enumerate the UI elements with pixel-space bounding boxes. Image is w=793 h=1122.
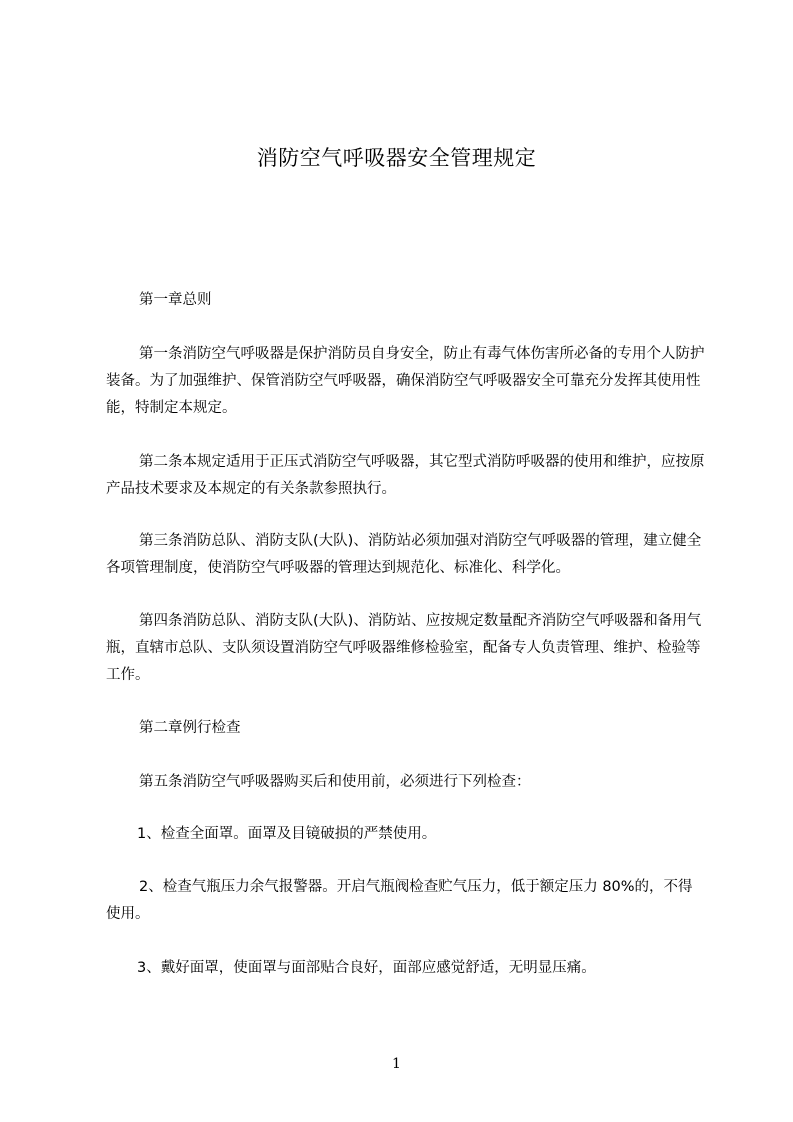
list-item-1: 1、检查全面罩。面罩及目镜破损的严禁使用。 <box>137 826 437 842</box>
page-number: 1 <box>392 1056 401 1072</box>
chapter-heading-2: 第二章例行检查 <box>139 720 241 736</box>
article-3: 第三条消防总队、消防支队(大队)、消防站必须加强对消防空气呼吸器的管理，建立健全各项管理制度，使消防空气呼吸器的管理达到规范化、标准化、科学化。 <box>106 533 702 576</box>
list-item-3: 3、戴好面罩，使面罩与面部贴合良好，面部应感觉舒适，无明显压痛。 <box>137 960 596 976</box>
article-2: 第二条本规定适用于正压式消防空气呼吸器，其它型式消防呼吸器的使用和维护，应按原产品技术要求及本规定的有关条款参照执行。 <box>106 454 705 497</box>
list-item-2: 2、检查气瓶压力余气报警器。开启气瓶阀检查贮气压力，低于额定压力 80%的，不得使用。 <box>106 879 693 922</box>
document-title: 消防空气呼吸器安全管理规定 <box>256 146 537 170</box>
chapter-heading-1: 第一章总则 <box>139 292 212 308</box>
article-4: 第四条消防总队、消防支队(大队)、消防站、应按规定数量配齐消防空气呼吸器和备用气瓶，直辖市总队、支队须设置消防空气呼吸器维修检验室，配备专人负责管理、维护、检验等工作。 <box>106 613 702 683</box>
article-5: 第五条消防空气呼吸器购买后和使用前，必须进行下列检查： <box>139 774 531 790</box>
article-1: 第一条消防空气呼吸器是保护消防员自身安全，防止有毒气体伤害所必备的专用个人防护装备。为了加强维护、保管消防空气呼吸器，确保消防空气呼吸器安全可靠充分发挥其使用性能，特制定本规定。 <box>106 346 705 416</box>
